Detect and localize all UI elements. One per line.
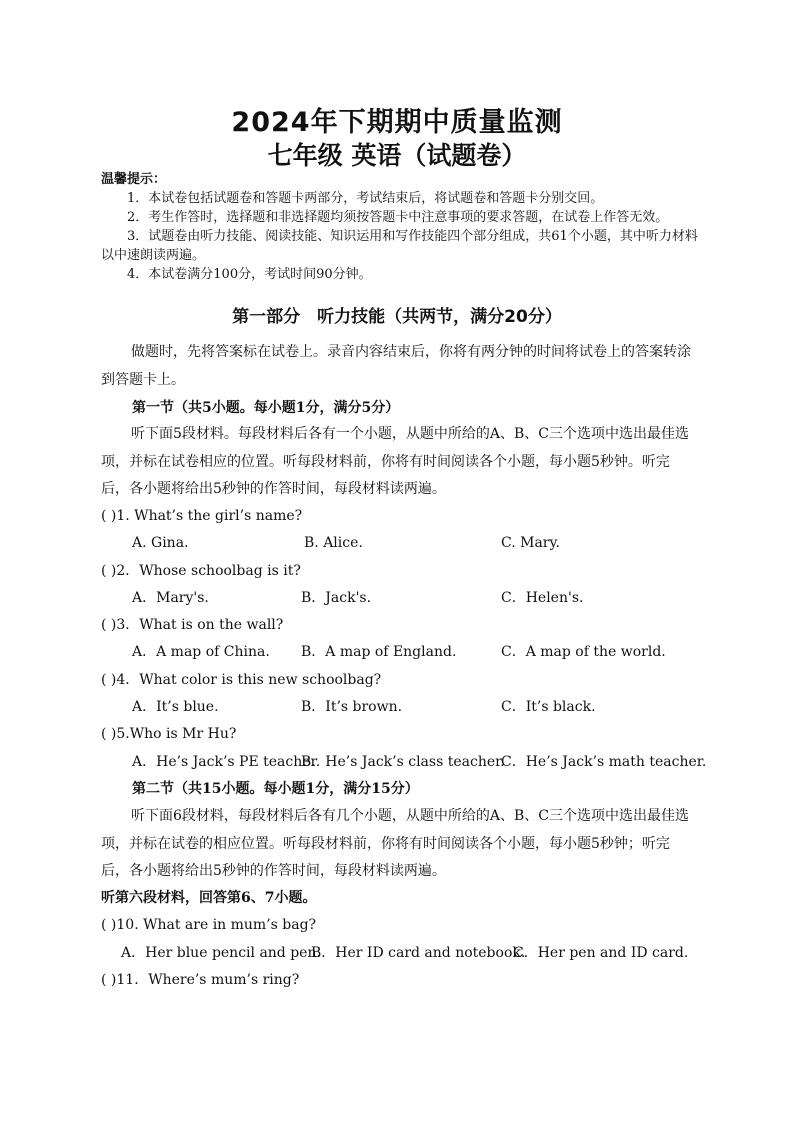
option-c: C．Her pen and ID card. — [513, 945, 689, 961]
option-a: A. Gina. — [132, 535, 189, 551]
option-a: A．A map of China. — [132, 644, 270, 660]
option-a: A．Her blue pencil and pen. — [121, 945, 321, 961]
option-b: B．A map of England. — [301, 644, 457, 660]
option-c: C．It’s black. — [501, 699, 596, 715]
tip-item: 3．试题卷由听力技能、阅读技能、知识运用和写作技能四个部分组成，共61个小题，其中听力材料以中速朗读两遍。 — [101, 229, 698, 263]
section1-instructions: 听下面5段材料。每段材料后各有一个小题，从题中所给的A、B、C三个选项中选出最佳选项，并标在试卷相应的位置。听每段材料前，你将有时间阅读各个小题，每小题5秒钟。听完后，各小题将给出5秒钟的作答时间，每段材料读两遍。 — [101, 426, 690, 497]
question-3: ( )3．What is on the wall? — [101, 617, 284, 633]
option-a: A．He’s Jack’s PE teacher. — [132, 754, 321, 770]
tips-box — [101, 170, 701, 284]
question-4: ( )4．What color is this new schoolbag? — [101, 672, 382, 688]
option-b: B．He’s Jack’s class teacher. — [301, 754, 505, 770]
question-1: ( )1. What’s the girl’s name? — [101, 508, 303, 524]
part1-intro: 做题时，先将答案标在试卷上。录音内容结束后，你将有两分钟的时间将试卷上的答案转涂到答题卡上。 — [101, 344, 691, 388]
question-10-options — [121, 942, 701, 964]
part1-title: 第一部分 听力技能（共两节，满分20分） — [232, 307, 562, 327]
option-c: C．A map of the world. — [501, 644, 666, 660]
question-5-options — [132, 751, 712, 773]
section2-title: 第二节（共15小题。每小题1分，满分15分） — [132, 781, 419, 797]
question-11: ( )11．Where’s mum’s ring? — [101, 972, 300, 988]
question-4-options — [132, 696, 712, 718]
section1-title: 第一节（共5小题。每小题1分，满分5分） — [132, 400, 400, 416]
option-c: C．He’s Jack’s math teacher. — [501, 754, 707, 770]
option-a: A．Mary's. — [132, 590, 209, 606]
option-b: B．It’s brown. — [301, 699, 403, 715]
question-2: ( )2．Whose schoolbag is it? — [101, 563, 301, 579]
question-1-options — [132, 532, 712, 554]
question-3-options — [132, 641, 712, 663]
exam-subtitle: 七年级 英语（试题卷） — [267, 141, 527, 170]
material-6-heading: 听第六段材料，回答第6、7小题。 — [101, 890, 317, 906]
question-2-options — [132, 587, 712, 609]
question-10: ( )10. What are in mum’s bag? — [101, 917, 317, 933]
option-b: B. Alice. — [304, 535, 363, 551]
tip-item: 4．本试卷满分100分，考试时间90分钟。 — [127, 267, 372, 282]
question-5: ( )5.Who is Mr Hu? — [101, 726, 237, 742]
option-c: C. Mary. — [501, 535, 560, 551]
section2-instructions: 听下面6段材料，每段材料后各有几个小题，从题中所给的A、B、C三个选项中选出最佳选项，并标在试卷的相应位置。听每段材料前，你将有时间阅读各个小题，每小题5秒钟；听完后，各小题将给出5秒钟的作答时间，每段材料读两遍。 — [101, 808, 690, 879]
exam-title: 2024年下期期中质量监测 — [231, 107, 563, 138]
option-c: C．Helen's. — [501, 590, 584, 606]
option-b: B．Jack's. — [301, 590, 372, 606]
tip-item: 1．本试卷包括试题卷和答题卡两部分，考试结束后，将试题卷和答题卡分别交回。 — [127, 191, 604, 206]
option-b: B．Her ID card and notebook. — [311, 945, 526, 961]
tips-heading: 温馨提示： — [101, 172, 167, 187]
tip-item: 2．考生作答时，选择题和非选择题均须按答题卡中注意事项的要求答题，在试卷上作答无效。 — [127, 210, 669, 225]
option-a: A．It’s blue. — [132, 699, 219, 715]
